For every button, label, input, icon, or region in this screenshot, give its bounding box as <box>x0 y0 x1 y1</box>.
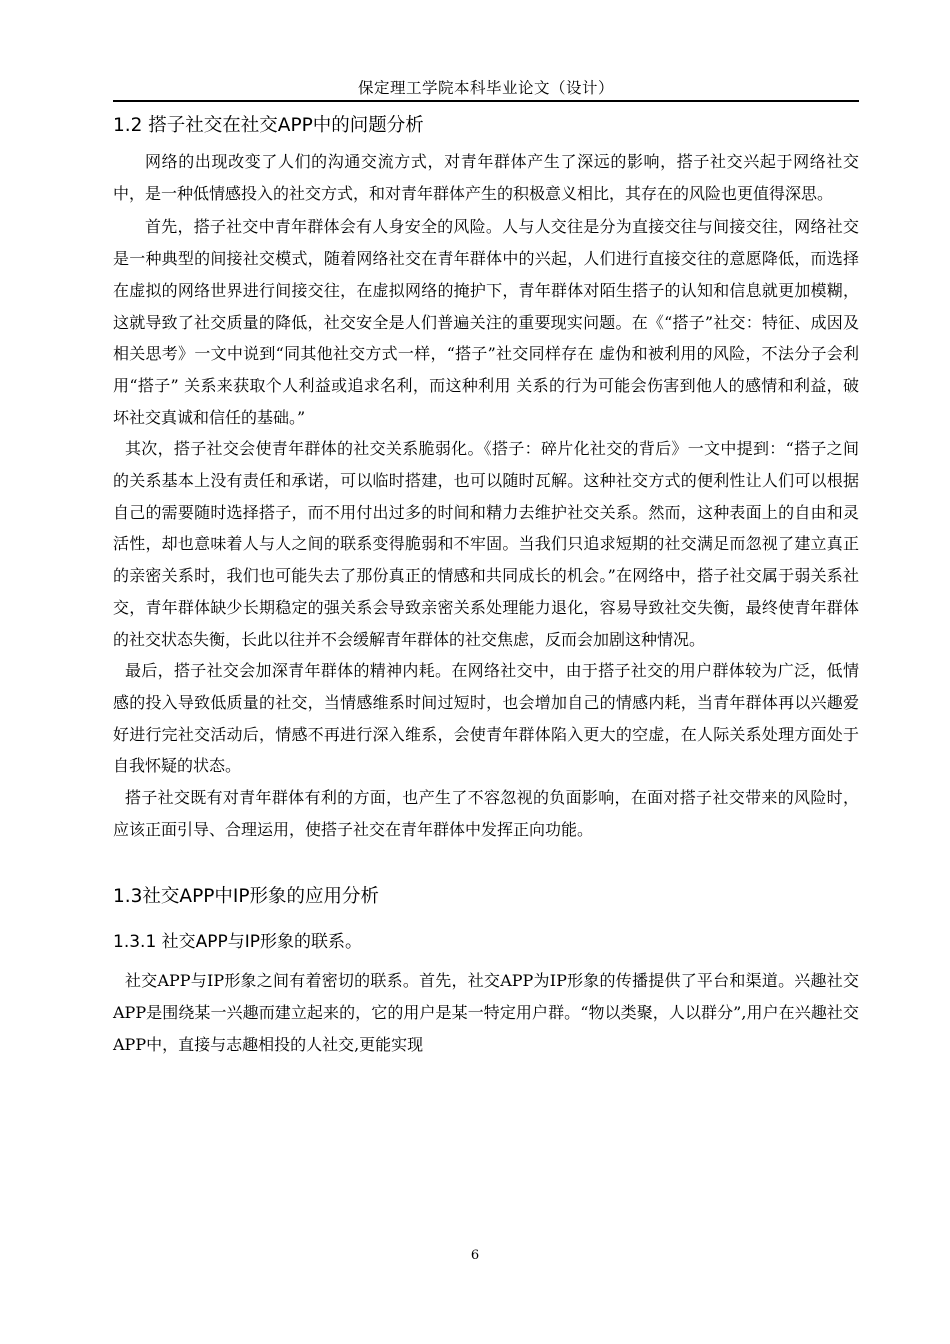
section-heading-1-3: 1.3社交APP中IP形象的应用分析 <box>113 886 380 908</box>
paragraph: 搭子社交既有对青年群体有利的方面，也产生了不容忽视的负面影响，在面对搭子社交带来的风险时，应该正面引导、合理运用，使搭子社交在青年群体中发挥正向功能。 <box>113 788 859 839</box>
page-number: 6 <box>470 1248 480 1263</box>
paragraph: 最后，搭子社交会加深青年群体的精神内耗。在网络社交中，由于搭子社交的用户群体较为广泛，低情感的投入导致低质量的社交，当情感维系时间过短时，也会增加自己的情感内耗，当青年群体再以兴趣爱好进行完社交活动后，情感不再进行深入维系，会使青年群体陷入更大的空虚，在人际关系处理方面处于自我怀疑的状态。 <box>113 661 859 776</box>
section-heading-1-2: 1.2 搭子社交在社交APP中的问题分析 <box>113 115 424 136</box>
page-header-title: 保定理工学院本科毕业论文（设计） <box>357 79 614 97</box>
paragraph: 其次，搭子社交会使青年群体的社交关系脆弱化。《搭子：碎片化社交的背后》一文中提到：“搭子之间的关系基本上没有责任和承诺，可以临时搭建，也可以随时瓦解。这种社交方式的便利性让人们可以根据自己的需要随时选择搭子，而不用付出过多的时间和精力去维护社交关系。然而，这种表面上的自由和灵活性，却也意味着人与人之间的联系变得脆弱和不牢固。当我们只追求短期的社交满足而忽视了建立真正的亲密关系时，我们也可能失去了那份真正的情感和共同成长的机会。”在网络中，搭子社交属于弱关系社交，青年群体缺少长期稳定的强关系会导致亲密关系处理能力退化，容易导致社交失衡，最终使青年群体的社交状态失衡，长此以往并不会缓解青年群体的社交焦虑，反而会加剧这种情况。 <box>113 439 859 649</box>
paragraph: 网络的出现改变了人们的沟通交流方式，对青年群体产生了深远的影响，搭子社交兴起于网络社交中，是一种低情感投入的社交方式，和对青年群体产生的积极意义相比，其存在的风险也更值得深思。 <box>113 152 859 203</box>
header-rule <box>113 100 859 102</box>
section-heading-1-3-1: 1.3.1 社交APP与IP形象的联系。 <box>113 932 363 953</box>
paragraph: 首先，搭子社交中青年群体会有人身安全的风险。人与人交往是分为直接交往与间接交往，网络社交是一种典型的间接社交模式，随着网络社交在青年群体中的兴起，人们进行直接交往的意愿降低，而选择在虚拟的网络世界进行间接交往，在虚拟网络的掩护下，青年群体对陌生搭子的认知和信息就更加模糊，这就导致了社交质量的降低，社交安全是人们普遍关注的重要现实问题。在《“搭子”社交：特征、成因及相关思考》一文中说到“同其他社交方式一样，“搭子”社交同样存在 虚伪和被利用的风险，不法分子会利用“搭子” 关系来获取个人利益或追求名利，而这种利用 关系的行为可能会伤害到他人的感情和利益，破坏社交真诚和信任的基础。” <box>113 217 859 427</box>
document-body <box>113 112 859 1061</box>
paragraph: 社交APP与IP形象之间有着密切的联系。首先，社交APP为IP形象的传播提供了平台和渠道。兴趣社交APP是围绕某一兴趣而建立起来的，它的用户是某一特定用户群。“物以类聚，人以群分”,用户在兴趣社交APP中，直接与志趣相投的人社交,更能实现 <box>113 971 859 1054</box>
